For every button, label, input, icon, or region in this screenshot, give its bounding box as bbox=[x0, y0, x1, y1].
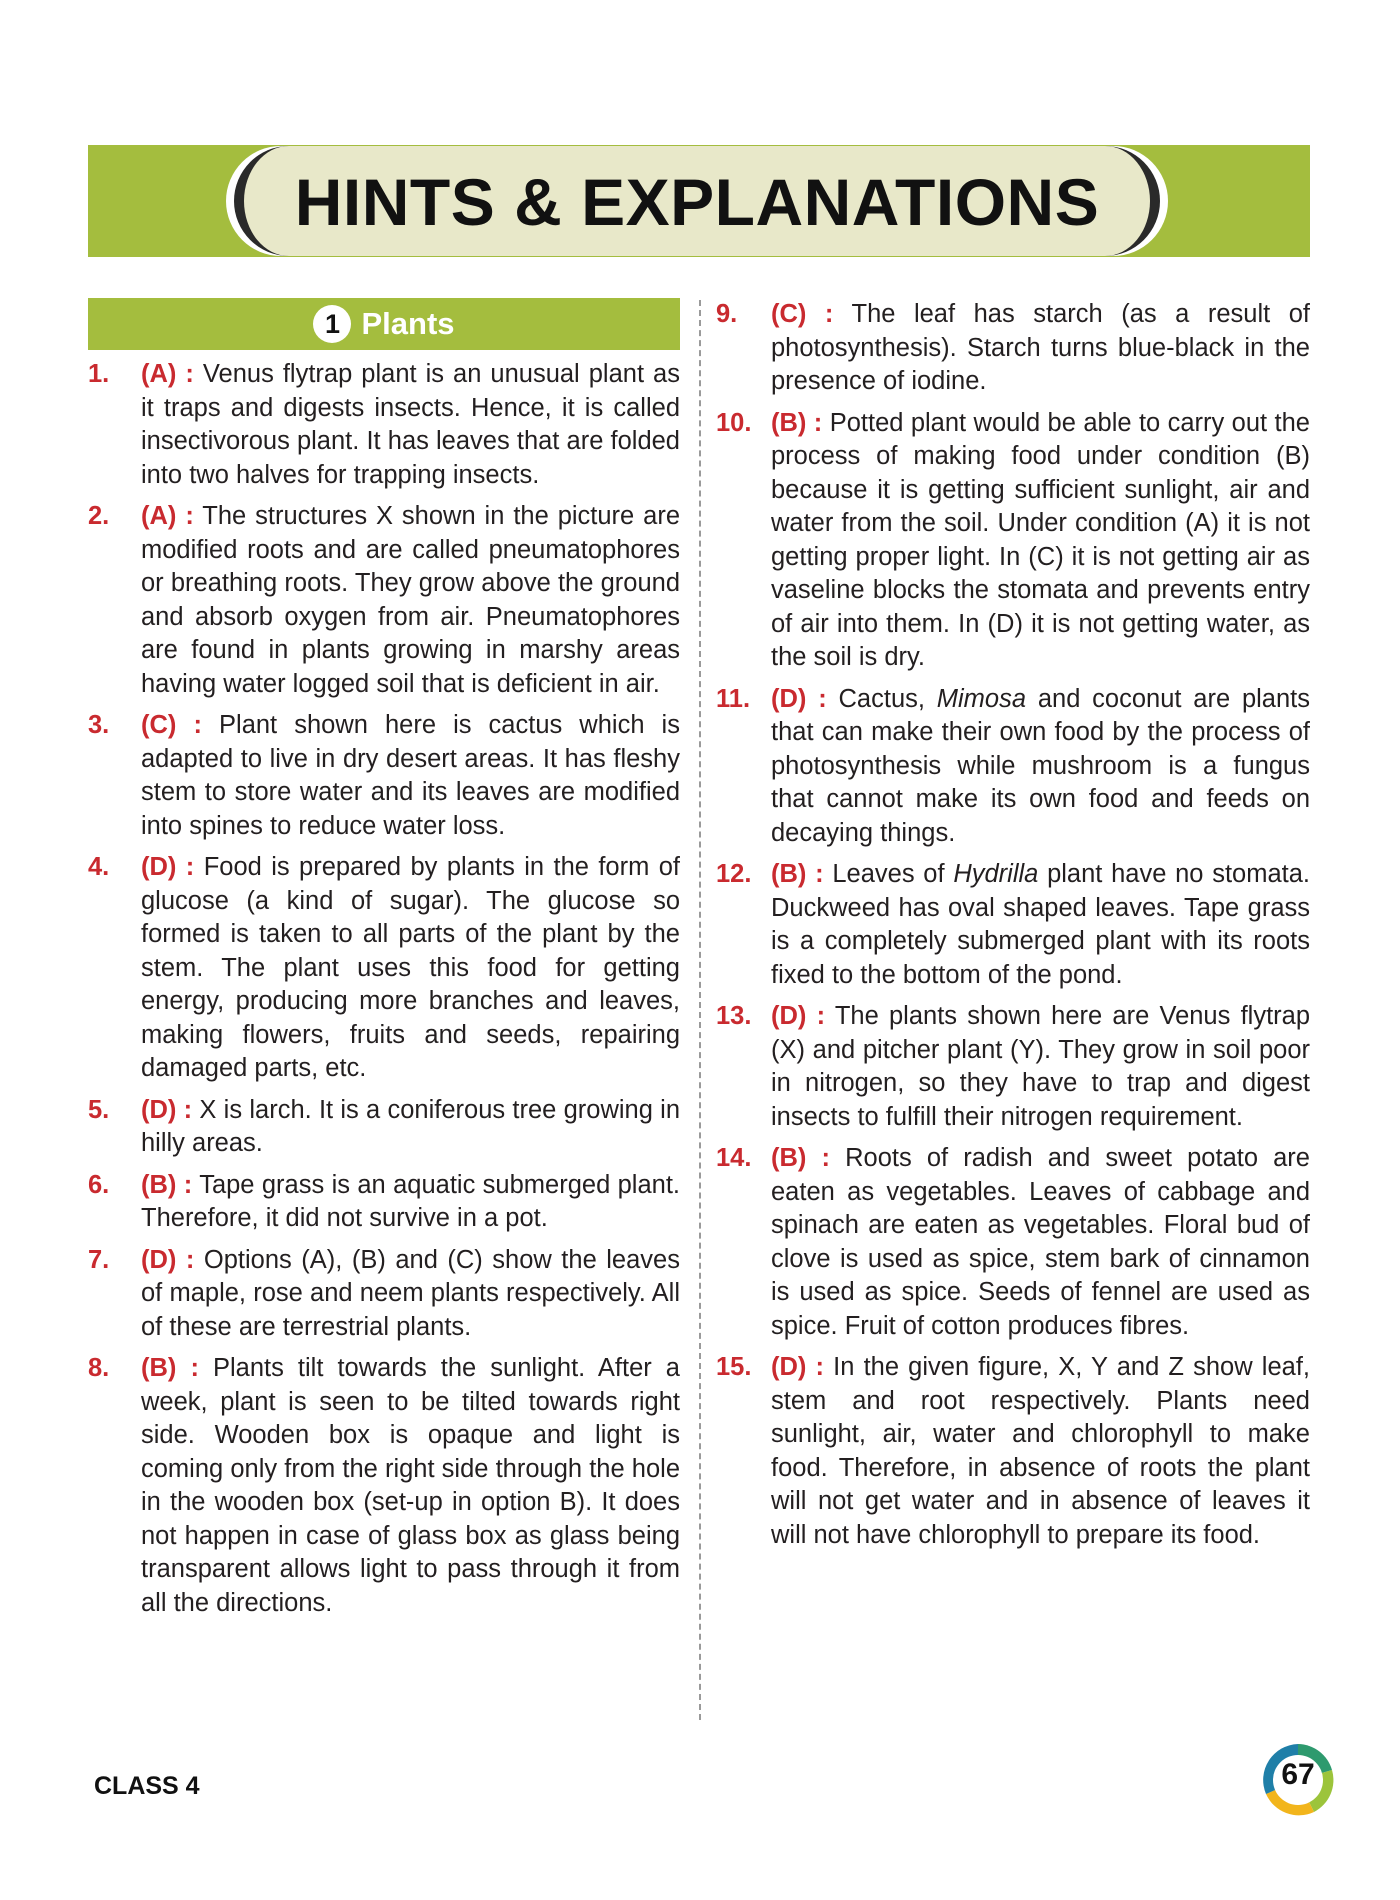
item-text bbox=[771, 858, 1310, 992]
section-title: Plants bbox=[361, 306, 455, 341]
item-text bbox=[141, 1244, 680, 1345]
explanation: The leaf has starch (as a result of photosynthesis). Starch turns blue-black in the presence of iodine. bbox=[771, 300, 1311, 395]
item-text bbox=[141, 358, 680, 492]
item-number: 13. bbox=[716, 1002, 752, 1030]
explanation: Roots of radish and sweet potato are eaten as vegetables. Leaves of cabbage and spinach are eaten as vegetables. Floral bud of clove is used as spice, stem bark of cinnamon is used as spice. Seeds of fennel are used as spice. Fruit of cotton produces fibres. bbox=[771, 1144, 1310, 1340]
species-name: Mimosa bbox=[936, 684, 1027, 713]
answer-key: (B) : bbox=[771, 408, 823, 437]
item-text bbox=[771, 1142, 1310, 1343]
answer-item bbox=[716, 1351, 1310, 1552]
item-number: 12. bbox=[716, 860, 752, 888]
answer-item bbox=[88, 358, 680, 492]
item-number: 10. bbox=[716, 408, 752, 437]
explanation: Options (A), (B) and (C) show the leaves of maple, rose and neem plants respectively. All of these are terrestrial plants. bbox=[141, 1245, 680, 1341]
answer-item bbox=[716, 1142, 1310, 1343]
page-title: HINTS & EXPLANATIONS bbox=[294, 165, 1100, 239]
section-header bbox=[88, 298, 680, 350]
item-number: 8. bbox=[88, 1354, 110, 1382]
explanation: Plants tilt towards the sunlight. After a week, plant is seen to be tilted towards right side. Wooden box is opaque and light is coming only from the right side through the hole in the wooden box (set-up in option B). It does not happen in case of glass box as glass being transparent allows light to pass through it from all the directions. bbox=[141, 1354, 680, 1617]
item-text bbox=[141, 1169, 680, 1236]
right-column bbox=[716, 298, 1310, 1560]
answer-item bbox=[88, 1352, 680, 1620]
item-text bbox=[141, 500, 680, 701]
answer-item bbox=[88, 1169, 680, 1236]
explanation: The plants shown here are Venus flytrap (X) and pitcher plant (Y). They grow in soil poor in nitrogen, so they have to trap and digest insects to fulfill their nitrogen requirement. bbox=[771, 1002, 1311, 1131]
answer-item bbox=[88, 1244, 680, 1345]
answer-item bbox=[716, 407, 1310, 675]
item-number: 1. bbox=[88, 360, 110, 388]
answer-item bbox=[716, 1000, 1310, 1134]
explanation: Venus flytrap plant is an unusual plant as it traps and digests insects. Hence, it is called insectivorous plant. It has leaves that are folded into two halves for trapping insects. bbox=[141, 360, 680, 489]
answer-item bbox=[88, 1094, 680, 1161]
answer-key: (C) : bbox=[771, 300, 834, 328]
answer-item bbox=[88, 709, 680, 843]
explanation: Plant shown here is cactus which is adapted to live in dry desert areas. It has fleshy stem to store water and its leaves are modified into spines to reduce water loss. bbox=[141, 711, 680, 840]
item-number: 4. bbox=[88, 853, 110, 881]
item-number: 3. bbox=[88, 711, 110, 739]
explanation-prefix: Leaves of bbox=[832, 860, 954, 888]
answer-key: (D) : bbox=[771, 1002, 826, 1030]
answer-key: (D) : bbox=[141, 1245, 195, 1274]
item-text bbox=[141, 1352, 680, 1620]
answer-key: (D) : bbox=[771, 1353, 825, 1381]
answer-key: (B) : bbox=[141, 1170, 193, 1199]
class-label: CLASS 4 bbox=[94, 1772, 200, 1800]
answer-item bbox=[716, 858, 1310, 992]
explanation: In the given figure, X, Y and Z show leaf, stem and root respectively. Plants need sunlight, air, water and chlorophyll to make food. Therefore, in absence of roots the plant will not get water and in absence of leaves it will not have chlorophyll to prepare its food. bbox=[771, 1353, 1310, 1549]
item-text bbox=[141, 1094, 680, 1161]
item-number: 15. bbox=[716, 1353, 752, 1381]
item-text bbox=[771, 683, 1310, 851]
answer-key: (D) : bbox=[771, 684, 827, 713]
item-number: 7. bbox=[88, 1245, 110, 1274]
answer-item bbox=[716, 683, 1310, 851]
answer-key: (B) : bbox=[771, 860, 824, 888]
answer-key: (B) : bbox=[141, 1354, 199, 1382]
item-text bbox=[141, 709, 680, 843]
answer-item bbox=[88, 500, 680, 701]
explanation-prefix: Cactus, bbox=[838, 684, 937, 713]
explanation: The structures X shown in the picture are modified roots and are called pneumatophores or breathing roots. They grow above the ground and absorb oxygen from air. Pneumatophores are found in plants growing in marshy areas having water logged soil that is deficient in air. bbox=[141, 502, 681, 698]
explanation: and coconut are plants that can make their own food by the process of photosynthesis while mushroom is a fungus that cannot make its own food and feeds on decaying things. bbox=[771, 684, 1310, 847]
item-number: 2. bbox=[88, 502, 110, 530]
item-text bbox=[141, 851, 680, 1086]
explanation: X is larch. It is a coniferous tree growing in hilly areas. bbox=[141, 1095, 681, 1157]
item-number: 6. bbox=[88, 1170, 110, 1199]
answer-key: (D) : bbox=[141, 853, 195, 881]
answer-key: (B) : bbox=[771, 1144, 830, 1172]
left-column bbox=[88, 298, 680, 1628]
item-number: 9. bbox=[716, 300, 738, 328]
explanation: Food is prepared by plants in the form of glucose (a kind of sugar). The glucose so formed is taken to all parts of the plant by the stem. The plant uses this food for getting energy, producing more branches and leaves, making flowers, fruits and seeds, repairing damaged parts, etc. bbox=[141, 853, 680, 1082]
item-text bbox=[771, 1000, 1310, 1134]
explanation: Potted plant would be able to carry out the process of making food under condition (B) because it is getting sufficient sunlight, air and water from the soil. Under condition (A) it is not getting proper light. In (C) it is not getting air as vaseline blocks the stomata and prevents entry of air into them. In (D) it is not getting water, as the soil is dry. bbox=[771, 408, 1310, 671]
item-number: 14. bbox=[716, 1144, 752, 1172]
item-number: 5. bbox=[88, 1095, 110, 1124]
item-text bbox=[771, 298, 1310, 399]
answer-item bbox=[88, 851, 680, 1086]
explanation: plant have no stomata. Duckweed has oval shaped leaves. Tape grass is a completely submerged plant with its roots fixed to the bottom of the pond. bbox=[771, 860, 1310, 989]
answer-key: (C) : bbox=[141, 711, 202, 739]
answer-item bbox=[716, 298, 1310, 399]
answer-key: (A) : bbox=[141, 502, 194, 530]
item-text bbox=[771, 407, 1310, 675]
column-divider bbox=[699, 300, 701, 1720]
section-number: 1 bbox=[313, 305, 351, 343]
item-number: 11. bbox=[716, 684, 751, 713]
species-name: Hydrilla bbox=[953, 860, 1039, 888]
item-text bbox=[771, 1351, 1310, 1552]
page-number: 67 bbox=[1281, 1758, 1315, 1791]
answer-key: (D) : bbox=[141, 1095, 193, 1124]
explanation: Tape grass is an aquatic submerged plant. Therefore, it did not survive in a pot. bbox=[141, 1170, 681, 1232]
answer-key: (A) : bbox=[141, 360, 194, 388]
